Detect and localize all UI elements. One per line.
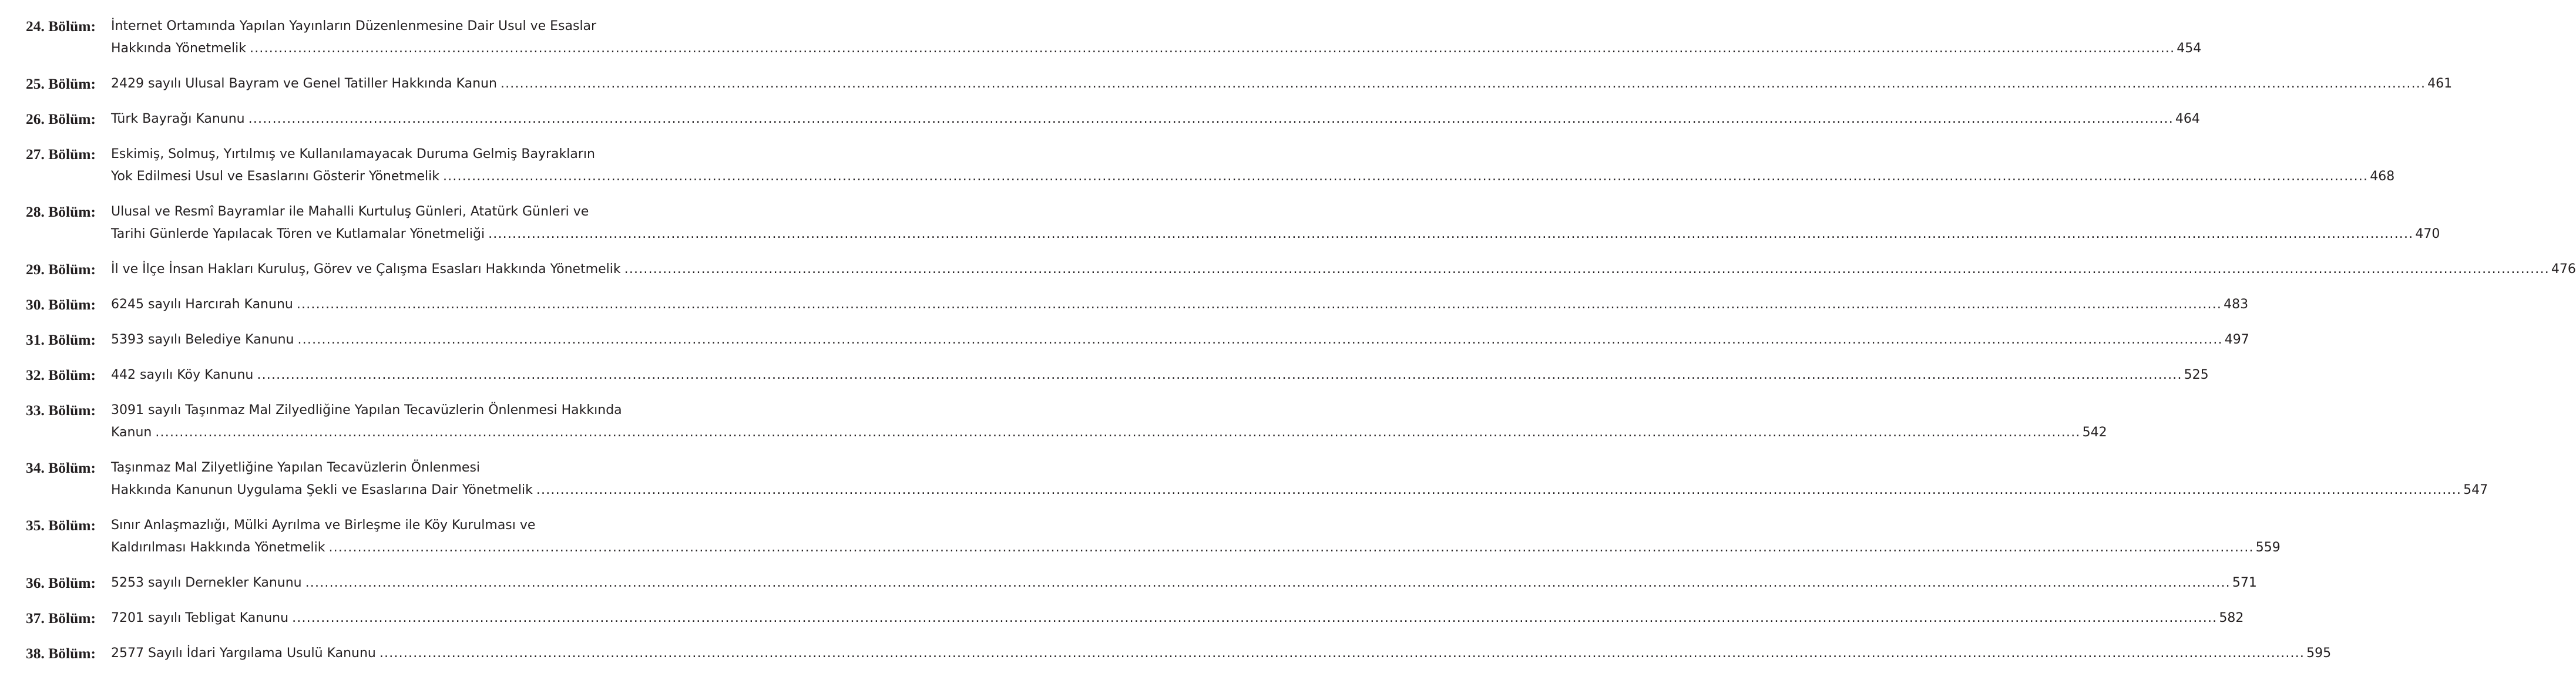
page-number: 454 <box>2177 41 2202 56</box>
page-number: 476 <box>2551 262 2576 277</box>
chapter-label: 36. Bölüm: <box>26 574 96 591</box>
chapter-title <box>111 572 2257 594</box>
dot-leader: ................................................................................................................................................................................................................................................................................................................................................................................................................ <box>296 297 2222 312</box>
chapter-label: 25. Bölüm: <box>26 75 96 92</box>
chapter-label: 38. Bölüm: <box>26 645 96 662</box>
chapter-title <box>111 399 2107 444</box>
dot-leader: ................................................................................................................................................................................................................................................................................................................................................................................................................ <box>292 611 2218 625</box>
chapter-title-line: Tarihi Günlerde Yapılacak Tören ve Kutlamalar Yönetmeliği <box>111 227 485 241</box>
chapter-label: 24. Bölüm: <box>26 18 96 35</box>
toc-entry[interactable] <box>26 457 2488 501</box>
toc-entry[interactable] <box>26 514 2281 559</box>
dot-leader: ................................................................................................................................................................................................................................................................................................................................................................................................................ <box>297 332 2223 347</box>
dot-leader: ................................................................................................................................................................................................................................................................................................................................................................................................................ <box>488 227 2414 241</box>
chapter-title <box>111 514 2281 559</box>
chapter-title-line: Ulusal ve Resmî Bayramlar ile Mahalli Kurtuluş Günleri, Atatürk Günleri ve <box>111 204 589 219</box>
toc-entry[interactable] <box>26 572 2257 594</box>
page-number: 497 <box>2224 332 2249 347</box>
chapter-label: 32. Bölüm: <box>26 366 96 383</box>
chapter-title <box>111 329 2249 351</box>
chapter-label: 28. Bölüm: <box>26 203 96 220</box>
chapter-label: 37. Bölüm: <box>26 610 96 627</box>
chapter-label: 34. Bölüm: <box>26 459 96 476</box>
chapter-label: 26. Bölüm: <box>26 110 96 127</box>
chapter-label: 27. Bölüm: <box>26 146 96 163</box>
dot-leader: ................................................................................................................................................................................................................................................................................................................................................................................................................ <box>536 483 2462 497</box>
chapter-title <box>111 143 2395 188</box>
chapter-title <box>111 364 2209 386</box>
page-number: 468 <box>2370 169 2395 184</box>
chapter-label: 29. Bölüm: <box>26 261 96 278</box>
chapter-label: 33. Bölüm: <box>26 402 96 419</box>
page-number: 559 <box>2255 540 2281 555</box>
toc-entry[interactable] <box>26 73 2453 95</box>
page-number: 464 <box>2175 112 2200 126</box>
chapter-label: 30. Bölüm: <box>26 296 96 313</box>
chapter-title <box>111 73 2453 95</box>
page-number: 483 <box>2224 297 2249 312</box>
dot-leader: ................................................................................................................................................................................................................................................................................................................................................................................................................ <box>248 112 2174 126</box>
chapter-title-line: Kaldırılması Hakkında Yönetmelik <box>111 540 325 555</box>
dot-leader: ................................................................................................................................................................................................................................................................................................................................................................................................................ <box>328 540 2254 555</box>
chapter-title-line: 5393 sayılı Belediye Kanunu <box>111 332 294 347</box>
chapter-title-line: Hakkında Yönetmelik <box>111 41 247 56</box>
chapter-title-line: Sınır Anlaşmazlığı, Mülki Ayrılma ve Birleşme ile Köy Kurulması ve <box>111 518 536 533</box>
dot-leader: ................................................................................................................................................................................................................................................................................................................................................................................................................ <box>442 169 2369 184</box>
toc-entry[interactable] <box>26 294 2249 316</box>
page-number: 542 <box>2082 425 2107 440</box>
toc-entry[interactable] <box>26 258 2576 281</box>
page-number: 547 <box>2463 483 2488 497</box>
toc-entry[interactable] <box>26 399 2107 444</box>
dot-leader: ................................................................................................................................................................................................................................................................................................................................................................................................................ <box>500 76 2426 91</box>
chapter-title-line: Eskimiş, Solmuş, Yırtılmış ve Kullanılamayacak Duruma Gelmiş Bayrakların <box>111 147 595 161</box>
chapter-title-line: 2577 Sayılı İdari Yargılama Usulü Kanunu <box>111 646 376 661</box>
chapter-title-line: İl ve İlçe İnsan Hakları Kuruluş, Görev ve Çalışma Esasları Hakkında Yönetmelik <box>111 262 621 277</box>
chapter-title <box>111 15 2202 60</box>
table-of-contents <box>26 15 2576 678</box>
chapter-title-line: 3091 sayılı Taşınmaz Mal Zilyedliğine Yapılan Tecavüzlerin Önlenmesi Hakkında <box>111 403 622 418</box>
chapter-title <box>111 607 2244 629</box>
toc-entry[interactable] <box>26 108 2200 130</box>
toc-entry[interactable] <box>26 329 2249 351</box>
chapter-title-line: Hakkında Kanunun Uygulama Şekli ve Esaslarına Dair Yönetmelik <box>111 483 533 497</box>
toc-entry[interactable] <box>26 642 2332 665</box>
page-number: 525 <box>2184 368 2209 382</box>
page-number: 595 <box>2306 646 2332 661</box>
dot-leader: ................................................................................................................................................................................................................................................................................................................................................................................................................ <box>250 41 2175 56</box>
chapter-title <box>111 642 2332 665</box>
chapter-title-line: Taşınmaz Mal Zilyetliğine Yapılan Tecavüzlerin Önlenmesi <box>111 460 481 475</box>
chapter-title <box>111 457 2488 501</box>
dot-leader: ................................................................................................................................................................................................................................................................................................................................................................................................................ <box>155 425 2081 440</box>
chapter-label: 35. Bölüm: <box>26 517 96 534</box>
chapter-title-line: Yok Edilmesi Usul ve Esaslarını Gösterir Yönetmelik <box>111 169 439 184</box>
chapter-title <box>111 201 2440 245</box>
chapter-title-line: 5253 sayılı Dernekler Kanunu <box>111 575 302 590</box>
chapter-title-line: 2429 sayılı Ulusal Bayram ve Genel Tatiller Hakkında Kanun <box>111 76 497 91</box>
dot-leader: ................................................................................................................................................................................................................................................................................................................................................................................................................ <box>257 368 2182 382</box>
dot-leader: ................................................................................................................................................................................................................................................................................................................................................................................................................ <box>624 262 2550 277</box>
dot-leader: ................................................................................................................................................................................................................................................................................................................................................................................................................ <box>305 575 2231 590</box>
chapter-label: 31. Bölüm: <box>26 331 96 348</box>
toc-entry[interactable] <box>26 201 2440 245</box>
toc-entry[interactable] <box>26 607 2244 629</box>
chapter-title <box>111 294 2249 316</box>
page-number: 571 <box>2232 575 2257 590</box>
dot-leader: ................................................................................................................................................................................................................................................................................................................................................................................................................ <box>379 646 2305 661</box>
chapter-title-line: 6245 sayılı Harcırah Kanunu <box>111 297 293 312</box>
toc-entry[interactable] <box>26 15 2202 60</box>
chapter-title <box>111 108 2200 130</box>
page-number: 461 <box>2427 76 2453 91</box>
chapter-title-line: Kanun <box>111 425 152 440</box>
page-number: 470 <box>2415 227 2440 241</box>
chapter-title-line: 7201 sayılı Tebligat Kanunu <box>111 611 289 625</box>
chapter-title-line: Türk Bayrağı Kanunu <box>111 112 245 126</box>
toc-entry[interactable] <box>26 364 2209 386</box>
toc-entry[interactable] <box>26 143 2395 188</box>
chapter-title-line: İnternet Ortamında Yapılan Yayınların Düzenlenmesine Dair Usul ve Esaslar <box>111 19 597 33</box>
chapter-title-line: 442 sayılı Köy Kanunu <box>111 368 254 382</box>
page-number: 582 <box>2219 611 2244 625</box>
chapter-title <box>111 258 2576 281</box>
